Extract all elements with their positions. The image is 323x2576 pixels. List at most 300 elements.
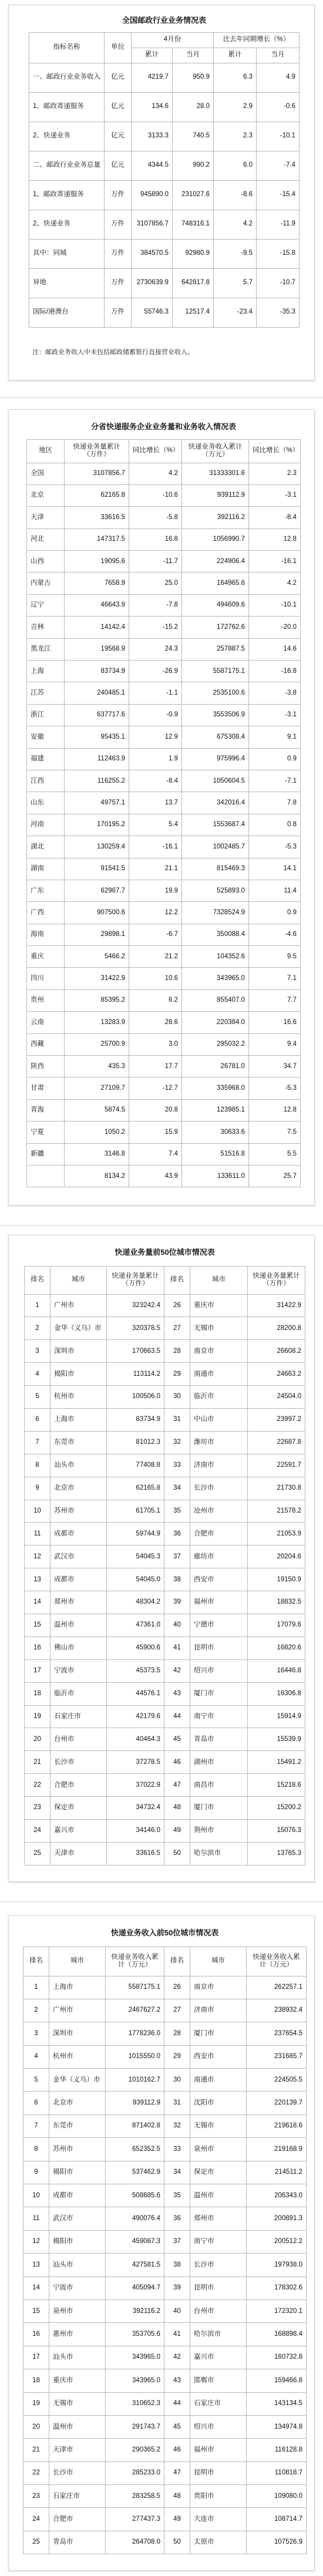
table-cell: 21.1 — [129, 858, 182, 880]
table-cell: 675308.4 — [182, 726, 249, 748]
table-cell: 214511.2 — [247, 2161, 307, 2184]
table-cell: 汕头市 — [49, 2346, 106, 2369]
table-cell: 237654.5 — [247, 2022, 307, 2045]
table-cell: 2.3 — [249, 463, 301, 484]
table-row — [23, 2230, 307, 2253]
table-row — [27, 484, 301, 506]
province-express-card — [8, 409, 315, 1205]
table-cell: 二、邮政行业业务总量 — [29, 151, 105, 180]
table-cell: 揭阳市 — [49, 2161, 106, 2184]
table-cell: 14142.4 — [65, 617, 129, 638]
table-cell: 31422.9 — [65, 968, 129, 989]
table-cell: 江西 — [27, 770, 65, 792]
table-cell: 25.0 — [129, 573, 182, 594]
table-cell: 哈尔滨市 — [190, 1842, 248, 1865]
table-cell: 23 — [23, 2485, 49, 2508]
table-cell: 975996.4 — [182, 748, 249, 770]
table-cell: 83734.9 — [65, 661, 129, 682]
table-cell: 51516.8 — [182, 1143, 249, 1165]
table-cell: 37 — [164, 1545, 190, 1568]
table-cell: 31422.9 — [248, 1294, 305, 1317]
table-row — [27, 792, 301, 814]
table-row — [25, 1728, 305, 1751]
table-row — [23, 2508, 307, 2531]
table-cell: -7.8 — [129, 594, 182, 616]
table-row — [25, 1751, 305, 1774]
table-row — [23, 2323, 307, 2346]
table-cell: 21730.8 — [248, 1477, 305, 1500]
table-cell: 21053.9 — [248, 1523, 305, 1545]
table-cell: 459067.3 — [106, 2230, 164, 2253]
table-row — [27, 1012, 301, 1033]
table-cell: 384570.5 — [132, 239, 173, 268]
table-row — [27, 1122, 301, 1143]
table-cell: 8 — [25, 1454, 51, 1477]
table-cell: 天津 — [27, 507, 65, 528]
table-cell: 7.5 — [249, 1122, 301, 1143]
table-row — [29, 210, 300, 239]
table-cell: -16.1 — [249, 551, 301, 573]
table-cell: 12.9 — [129, 726, 182, 748]
table-cell: 福州市 — [190, 1591, 248, 1614]
table-cell: 320378.5 — [107, 1317, 164, 1340]
table-cell: 240485.1 — [65, 682, 129, 704]
table-cell: 54045.0 — [107, 1568, 164, 1591]
table-row — [23, 1976, 307, 1999]
table-cell: 临沂市 — [190, 1386, 248, 1409]
table-cell: 15076.3 — [248, 1819, 305, 1842]
table-cell: 0.9 — [249, 902, 301, 924]
table-cell: 昆明市 — [190, 1636, 248, 1659]
table-cell: 16 — [23, 2323, 49, 2346]
table-cell: 万件 — [105, 298, 132, 327]
table-cell: -3.1 — [249, 704, 301, 726]
city-volume-table — [24, 1240, 305, 1866]
table-row — [25, 1682, 305, 1705]
header-value-2: 快递业务收入累计（万元） — [247, 1947, 307, 1976]
table-cell: 18 — [23, 2369, 49, 2392]
table-cell: 14.1 — [249, 858, 301, 880]
table-row — [25, 1477, 305, 1500]
table-cell: 219168.9 — [247, 2138, 307, 2161]
table-cell: 7.7 — [249, 989, 301, 1011]
table-row — [25, 1545, 305, 1568]
table-cell: 潍坊市 — [190, 1431, 248, 1454]
table-cell: 亿元 — [105, 63, 132, 92]
table-cell: 宁夏 — [27, 1122, 65, 1143]
table-cell: 342016.4 — [182, 792, 249, 814]
table-cell: 24504.0 — [248, 1386, 305, 1409]
table-row — [23, 2531, 307, 2554]
table-cell: 4.2 — [129, 463, 182, 484]
table-cell: 其中：同城 — [29, 239, 105, 268]
header-city-2: 城市 — [190, 1266, 248, 1294]
table-cell: 30 — [164, 1386, 190, 1409]
table-cell: 海南 — [27, 924, 65, 945]
table-row — [29, 63, 300, 92]
table-cell: 万件 — [105, 268, 132, 298]
table-cell: 19 — [25, 1705, 51, 1728]
table-row — [25, 1636, 305, 1659]
table-cell: 杭州市 — [51, 1386, 107, 1409]
table-cell: 28.0 — [173, 92, 214, 122]
table-cell: 重庆市 — [49, 2369, 106, 2392]
table-cell: 197938.0 — [247, 2254, 307, 2277]
table-row — [27, 946, 301, 968]
table-cell: 47 — [164, 1774, 190, 1797]
table-cell: 宁德市 — [190, 1614, 248, 1636]
table-cell: 109080.0 — [247, 2485, 307, 2508]
table-cell: 四川 — [27, 968, 65, 989]
table-cell: 5466.2 — [65, 946, 129, 968]
table-cell: 14 — [23, 2277, 49, 2299]
table-cell: 30 — [164, 2069, 190, 2092]
table-cell: 3107856.7 — [65, 463, 129, 484]
table-cell: 宁波市 — [51, 1659, 107, 1682]
table-cell: 35 — [164, 2184, 190, 2207]
table-row — [23, 2114, 307, 2137]
table-body — [23, 1976, 307, 2554]
table-cell: 合肥市 — [49, 2508, 106, 2531]
table-row — [27, 1033, 301, 1055]
table-cell: 740.5 — [173, 122, 214, 151]
table-cell: 长沙市 — [49, 2461, 106, 2484]
table-cell: 西藏 — [27, 1033, 65, 1055]
table-cell: 494609.6 — [182, 594, 249, 616]
table-row — [25, 1340, 305, 1363]
table-cell: 4.2 — [249, 573, 301, 594]
table-cell: 嘉兴市 — [190, 2346, 247, 2369]
table-row — [29, 268, 300, 298]
table-cell: 浙江 — [27, 704, 65, 726]
table-cell: 264708.0 — [106, 2531, 164, 2554]
table-row — [25, 1705, 305, 1728]
table-cell: -15.2 — [129, 617, 182, 638]
table-cell: 231685.7 — [247, 2045, 307, 2068]
table-cell: 大连市 — [190, 2508, 247, 2531]
table-cell: 厦门市 — [190, 1682, 248, 1705]
table-cell: 41 — [164, 2323, 190, 2346]
table-cell: -3.8 — [249, 682, 301, 704]
table-cell: 143134.5 — [247, 2392, 307, 2415]
table-cell: 7.8 — [249, 792, 301, 814]
table-cell: 10 — [23, 2184, 49, 2207]
table-cell: 7328524.9 — [182, 902, 249, 924]
table-row — [23, 2439, 307, 2461]
table-cell: 20.8 — [129, 1099, 182, 1121]
table-cell: 26608.2 — [248, 1340, 305, 1363]
table-cell: 2 — [25, 1317, 51, 1340]
table-cell: 45 — [164, 1728, 190, 1751]
table-cell: 上海 — [27, 661, 65, 682]
header-current-month: 当月 — [173, 48, 214, 63]
table-cell: 6.3 — [214, 63, 257, 92]
table-cell: 重庆市 — [190, 1294, 248, 1317]
table-cell: -10.1 — [257, 122, 300, 151]
table-row — [27, 573, 301, 594]
table-cell: 19095.6 — [65, 551, 129, 573]
table-cell: 保定市 — [190, 2161, 247, 2184]
table-cell: 537462.9 — [106, 2161, 164, 2184]
table-cell: 83734.9 — [107, 1408, 164, 1431]
table-cell: 33 — [164, 1454, 190, 1477]
table-cell: 508685.6 — [106, 2184, 164, 2207]
table-cell: 42 — [164, 1659, 190, 1682]
table-cell: 青岛市 — [49, 2531, 106, 2554]
table-cell: 30633.6 — [182, 1122, 249, 1143]
table-cell: 24.3 — [129, 638, 182, 660]
table-cell: -5.3 — [249, 836, 301, 858]
table-row — [23, 2022, 307, 2045]
table-cell: 16.8 — [129, 528, 182, 550]
table-cell: 32 — [164, 2114, 190, 2137]
header-rank: 排名 — [25, 1266, 51, 1294]
table-cell: 172320.1 — [247, 2299, 307, 2322]
table-cell: 南昌市 — [190, 1774, 248, 1797]
table-cell: 9 — [25, 1477, 51, 1500]
table-cell — [27, 1166, 65, 1187]
table-cell: 24 — [23, 2508, 49, 2531]
table-cell: -0.9 — [129, 704, 182, 726]
table-cell: 31 — [164, 1408, 190, 1431]
table-cell: 22 — [23, 2461, 49, 2484]
table-cell: 西安市 — [190, 2045, 247, 2068]
table-cell: 525893.0 — [182, 880, 249, 901]
table-cell: 河北 — [27, 528, 65, 550]
table-cell: 11 — [25, 1523, 51, 1545]
header-volume: 快递业务量累计（万件） — [65, 439, 129, 463]
postal-industry-card — [8, 5, 315, 380]
table-cell: 9.5 — [249, 946, 301, 968]
table-cell: 9 — [23, 2161, 49, 2184]
table-cell: -8.4 — [129, 770, 182, 792]
table-cell: 392116.2 — [106, 2299, 164, 2322]
table-cell: 427581.5 — [106, 2254, 164, 2277]
table-cell: 48 — [164, 2485, 190, 2508]
table-cell: 43 — [164, 2369, 190, 2392]
table-row — [29, 122, 300, 151]
table-cell: 15491.2 — [248, 1751, 305, 1774]
table-cell: 310652.3 — [106, 2392, 164, 2415]
table-title: 全国邮政行业业务情况表 — [122, 16, 207, 25]
header-value-2: 快递业务量累计（万件） — [248, 1266, 305, 1294]
table-cell: 温州市 — [190, 2184, 247, 2207]
table-row — [23, 2045, 307, 2068]
table-row — [27, 661, 301, 682]
table-cell: 成都市 — [49, 2184, 106, 2207]
table-cell: 12517.4 — [173, 298, 214, 327]
table-cell: 4219.7 — [132, 63, 173, 92]
table-cell: 28200.8 — [248, 1317, 305, 1340]
table-row — [27, 463, 301, 484]
table-cell: 15200.2 — [248, 1797, 305, 1820]
table-cell: 945890.0 — [132, 180, 173, 210]
table-cell: 山东 — [27, 792, 65, 814]
table-cell: 3 — [23, 2022, 49, 2045]
table-cell: -26.9 — [129, 661, 182, 682]
table-cell: 万件 — [105, 239, 132, 268]
table-cell: 44 — [164, 2392, 190, 2415]
table-cell: 134.6 — [132, 92, 173, 122]
table-cell: 27109.7 — [65, 1077, 129, 1099]
table-cell: 济南市 — [190, 1999, 247, 2022]
table-cell: 5 — [25, 1386, 51, 1409]
table-cell: 揭阳市 — [49, 2230, 106, 2253]
table-cell: 厦门市 — [190, 1797, 248, 1820]
table-row — [23, 2461, 307, 2484]
table-row — [29, 180, 300, 210]
table-cell: 金华（义乌）市 — [49, 2069, 106, 2092]
table-cell: 亿元 — [105, 122, 132, 151]
table-cell: 黑龙江 — [27, 638, 65, 660]
table-cell: 37278.5 — [107, 1751, 164, 1774]
table-cell: 16820.6 — [248, 1636, 305, 1659]
table-cell: 新疆 — [27, 1143, 65, 1165]
table-cell: 15 — [25, 1614, 51, 1636]
table-cell: 172762.6 — [182, 617, 249, 638]
table-cell: 14 — [25, 1591, 51, 1614]
table-cell: 48304.2 — [107, 1591, 164, 1614]
table-row — [25, 1819, 305, 1842]
table-cell: 武汉市 — [51, 1545, 107, 1568]
table-cell: 台州市 — [190, 2299, 247, 2322]
table-cell: 27 — [164, 1317, 190, 1340]
table-cell: 91541.5 — [65, 858, 129, 880]
table-row — [27, 704, 301, 726]
table-body — [27, 463, 301, 1187]
table-cell: 16.6 — [249, 1012, 301, 1033]
table-cell: 907500.6 — [65, 902, 129, 924]
table-cell: 41 — [164, 1636, 190, 1659]
table-cell: 25700.9 — [65, 1033, 129, 1055]
table-cell: 昆明市 — [190, 2277, 247, 2299]
footnote: 注：邮政业务收入中未包括邮政储蓄银行直接营业收入。 — [32, 349, 194, 356]
table-cell: 苏州市 — [49, 2138, 106, 2161]
table-cell: 24 — [25, 1819, 51, 1842]
header-cumulative: 累计 — [132, 48, 173, 63]
table-row — [25, 1408, 305, 1431]
table-cell: 36 — [164, 1523, 190, 1545]
table-cell: 164965.6 — [182, 573, 249, 594]
header-unit: 单位 — [105, 32, 132, 63]
table-row — [25, 1523, 305, 1545]
table-cell: 1050604.5 — [182, 770, 249, 792]
header-indicator: 指标名称 — [29, 32, 105, 63]
table-cell: 昆明市 — [190, 2461, 247, 2484]
table-row — [23, 2277, 307, 2299]
header-city-2: 城市 — [190, 1947, 247, 1976]
table-cell: 陕西 — [27, 1056, 65, 1077]
table-row — [25, 1454, 305, 1477]
table-cell: 1015550.0 — [106, 2045, 164, 2068]
table-cell: 23997.2 — [248, 1408, 305, 1431]
table-cell: 16446.8 — [248, 1659, 305, 1682]
table-cell: 7 — [25, 1431, 51, 1454]
table-cell: 6.0 — [214, 151, 257, 180]
table-cell: 224906.4 — [182, 551, 249, 573]
table-cell: 南宁市 — [190, 2230, 247, 2253]
table-cell: 0.9 — [249, 748, 301, 770]
table-cell: -8.4 — [249, 507, 301, 528]
table-cell: 北京 — [27, 484, 65, 506]
table-cell: 28 — [164, 2022, 190, 2045]
table-cell: 61705.1 — [107, 1500, 164, 1523]
table-cell: -11.9 — [257, 210, 300, 239]
table-cell: -11.7 — [129, 551, 182, 573]
table-cell: 7658.9 — [65, 573, 129, 594]
table-cell: 4 — [25, 1363, 51, 1386]
table-cell: 武汉市 — [49, 2207, 106, 2230]
table-cell: 石家庄市 — [190, 2392, 247, 2415]
table-cell: 2 — [23, 1999, 49, 2022]
table-cell: 2730639.9 — [132, 268, 173, 298]
table-cell: 异地 — [29, 268, 105, 298]
table-cell: 哈尔滨市 — [190, 2323, 247, 2346]
table-cell: 283258.5 — [106, 2485, 164, 2508]
header-cumulative-2: 累计 — [214, 48, 257, 63]
table-body — [29, 63, 300, 327]
table-cell: 815469.3 — [182, 858, 249, 880]
table-row — [25, 1591, 305, 1614]
table-cell: 285233.0 — [106, 2461, 164, 2484]
table-cell: 5 — [23, 2069, 49, 2092]
table-cell: -15.4 — [257, 180, 300, 210]
table-cell: 广东 — [27, 880, 65, 901]
table-row — [27, 748, 301, 770]
table-cell: 50 — [164, 2531, 190, 2554]
table-row — [23, 2485, 307, 2508]
table-cell: 45373.5 — [107, 1659, 164, 1682]
table-cell: 吉林 — [27, 617, 65, 638]
header-value: 快递业务收入累计（万元） — [106, 1947, 164, 1976]
table-cell: -7.4 — [257, 151, 300, 180]
table-cell: 16 — [25, 1636, 51, 1659]
table-cell: 47 — [164, 2461, 190, 2484]
table-cell: 42 — [164, 2346, 190, 2369]
table-cell: 110818.7 — [247, 2461, 307, 2484]
table-cell: -9.5 — [214, 239, 257, 268]
table-cell: 10 — [25, 1500, 51, 1523]
table-cell: 湖北 — [27, 836, 65, 858]
table-cell: 苏州市 — [51, 1500, 107, 1523]
table-cell: 219618.6 — [247, 2114, 307, 2137]
table-cell: 20 — [23, 2415, 49, 2438]
table-cell: 4.9 — [257, 63, 300, 92]
table-cell: -7.1 — [249, 770, 301, 792]
table-cell: 62967.7 — [65, 880, 129, 901]
table-cell: -4.6 — [249, 924, 301, 945]
table-cell: 2535100.6 — [182, 682, 249, 704]
table-cell: 16306.8 — [248, 1682, 305, 1705]
table-cell: 45 — [164, 2415, 190, 2438]
header-yoy: 比去年同期增长（%） — [214, 32, 300, 48]
table-cell: 北京市 — [49, 2092, 106, 2114]
table-cell: 无锡市 — [49, 2392, 106, 2415]
header-region: 地区 — [27, 439, 65, 463]
table-cell: 泉州市 — [49, 2299, 106, 2322]
table-cell: 杭州市 — [49, 2045, 106, 2068]
table-cell: -16.8 — [249, 661, 301, 682]
table-cell: 178302.6 — [247, 2277, 307, 2299]
table-row — [25, 1842, 305, 1865]
table-row — [27, 1143, 301, 1165]
table-cell: 133611.0 — [182, 1166, 249, 1187]
table-cell: 19 — [23, 2392, 49, 2415]
table-cell: 安徽 — [27, 726, 65, 748]
table-cell: 160732.8 — [247, 2346, 307, 2369]
table-cell: 廊坊市 — [190, 1545, 248, 1568]
table-row — [23, 2161, 307, 2184]
